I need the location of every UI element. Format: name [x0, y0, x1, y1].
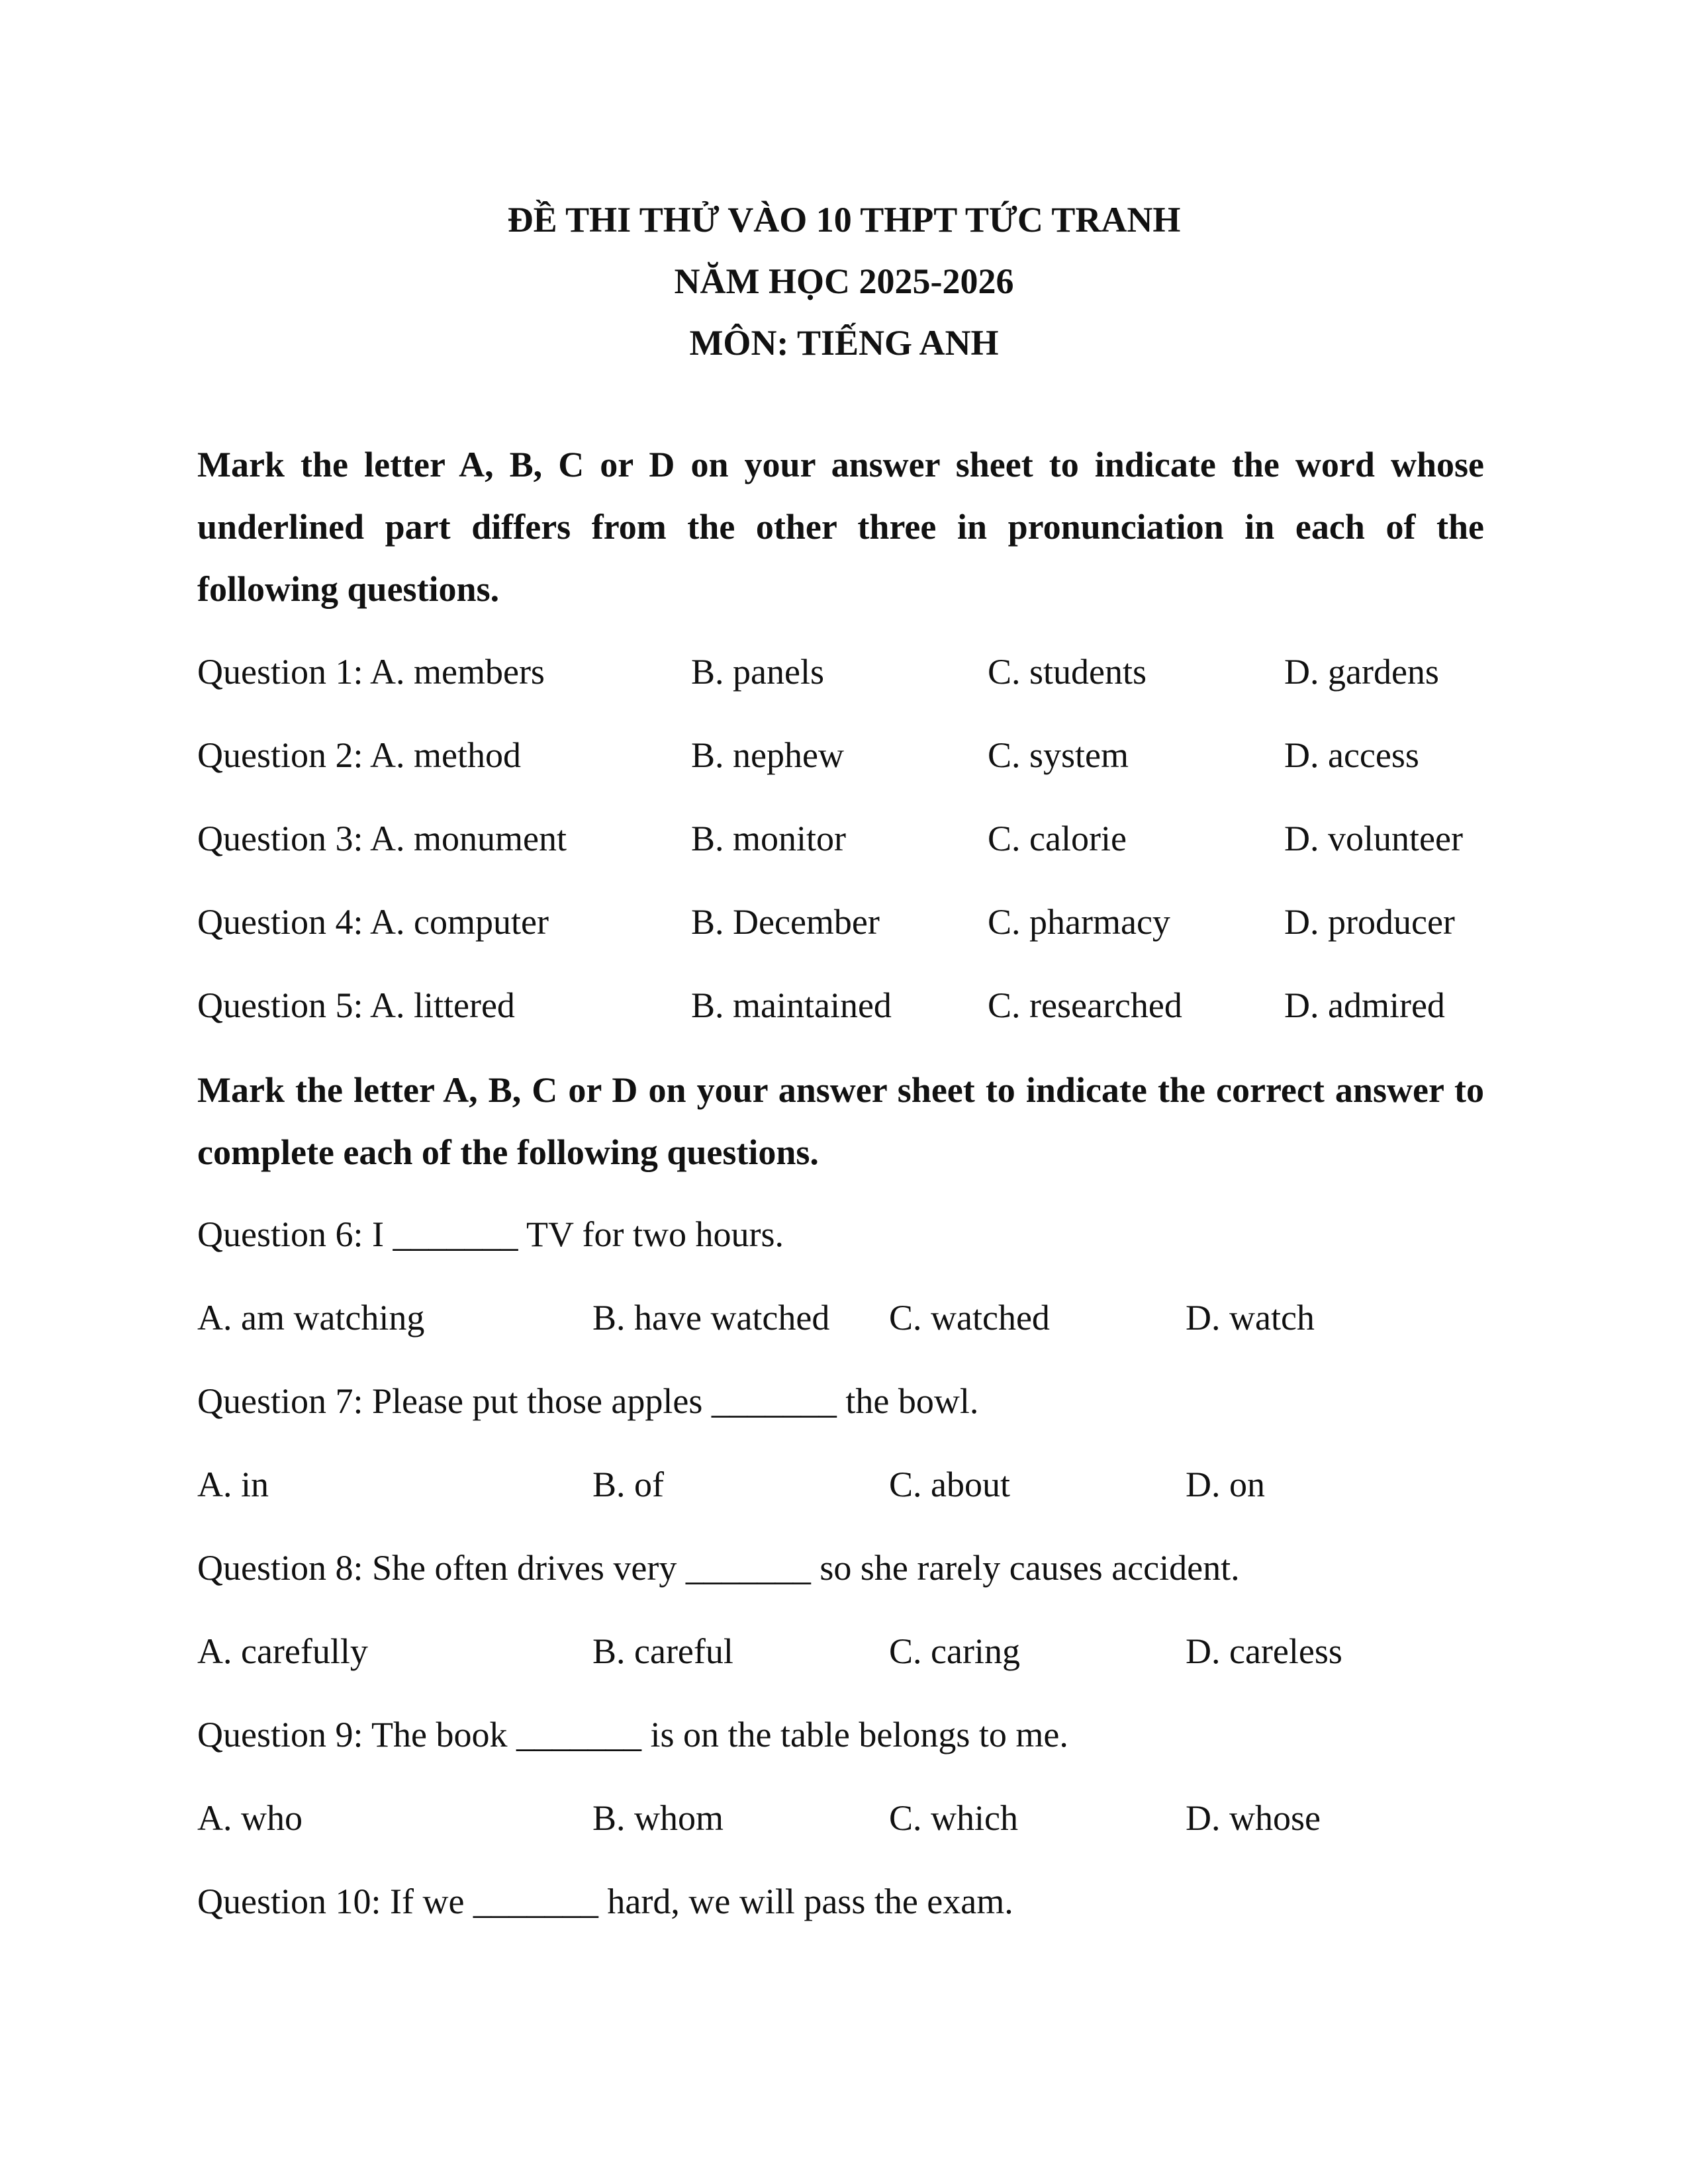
option-b: B. maintained	[691, 985, 892, 1025]
question-stem: Question 6: I _______ TV for two hours.	[197, 1214, 784, 1254]
option-b: B. careful	[592, 1631, 733, 1671]
option-d: D. careless	[1186, 1631, 1342, 1671]
option-c: C. caring	[889, 1631, 1020, 1671]
option-d: D. admired	[1284, 985, 1445, 1025]
question-stem: Question 10: If we _______ hard, we will pass the exam.	[197, 1882, 1013, 1921]
option-d: D. producer	[1284, 902, 1455, 942]
option-d: D. gardens	[1284, 652, 1439, 692]
option-d: D. on	[1186, 1465, 1265, 1504]
section1-instruction: Mark the letter A, B, C or D on your answer sheet to indicate the word whose underlined part differs from the other three in pronunciation in each of the following questions.	[197, 445, 1484, 609]
option-a: A. am watching	[197, 1298, 425, 1338]
option-c: C. which	[889, 1798, 1018, 1838]
question-label: Question 2: A. method	[197, 735, 521, 775]
option-b: B. nephew	[691, 735, 844, 775]
option-a: A. who	[197, 1798, 303, 1838]
option-c: C. system	[988, 735, 1129, 775]
question-label: Question 5: A. littered	[197, 985, 515, 1025]
option-b: B. have watched	[592, 1298, 830, 1338]
option-c: C. pharmacy	[988, 902, 1170, 942]
option-c: C. researched	[988, 985, 1182, 1025]
question-label: Question 4: A. computer	[197, 902, 549, 942]
question-stem: Question 8: She often drives very _______ so she rarely causes accident.	[197, 1548, 1240, 1588]
question-stem: Question 9: The book _______ is on the table belongs to me.	[197, 1715, 1068, 1754]
option-a: A. carefully	[197, 1631, 368, 1671]
option-b: B. whom	[592, 1798, 724, 1838]
option-c: C. watched	[889, 1298, 1050, 1338]
option-d: D. volunteer	[1284, 819, 1463, 858]
option-b: B. panels	[691, 652, 824, 692]
option-c: C. about	[889, 1465, 1010, 1504]
option-c: C. students	[988, 652, 1147, 692]
option-b: B. December	[691, 902, 880, 942]
subject: MÔN: TIẾNG ANH	[689, 323, 999, 363]
option-d: D. watch	[1186, 1298, 1315, 1338]
question-label: Question 1: A. members	[197, 652, 545, 692]
option-d: D. whose	[1186, 1798, 1321, 1838]
exam-title: ĐỀ THI THỬ VÀO 10 THPT TỨC TRANH	[507, 200, 1181, 240]
option-a: A. in	[197, 1465, 269, 1504]
question-stem: Question 7: Please put those apples _______ the bowl.	[197, 1381, 979, 1421]
school-year: NĂM HỌC 2025-2026	[674, 261, 1014, 301]
option-d: D. access	[1284, 735, 1419, 775]
question-label: Question 3: A. monument	[197, 819, 567, 858]
option-b: B. monitor	[691, 819, 847, 858]
section2-instruction: Mark the letter A, B, C or D on your answer sheet to indicate the correct answer to complete each of the following questions.	[197, 1070, 1484, 1172]
option-c: C. calorie	[988, 819, 1127, 858]
option-b: B. of	[592, 1465, 664, 1504]
